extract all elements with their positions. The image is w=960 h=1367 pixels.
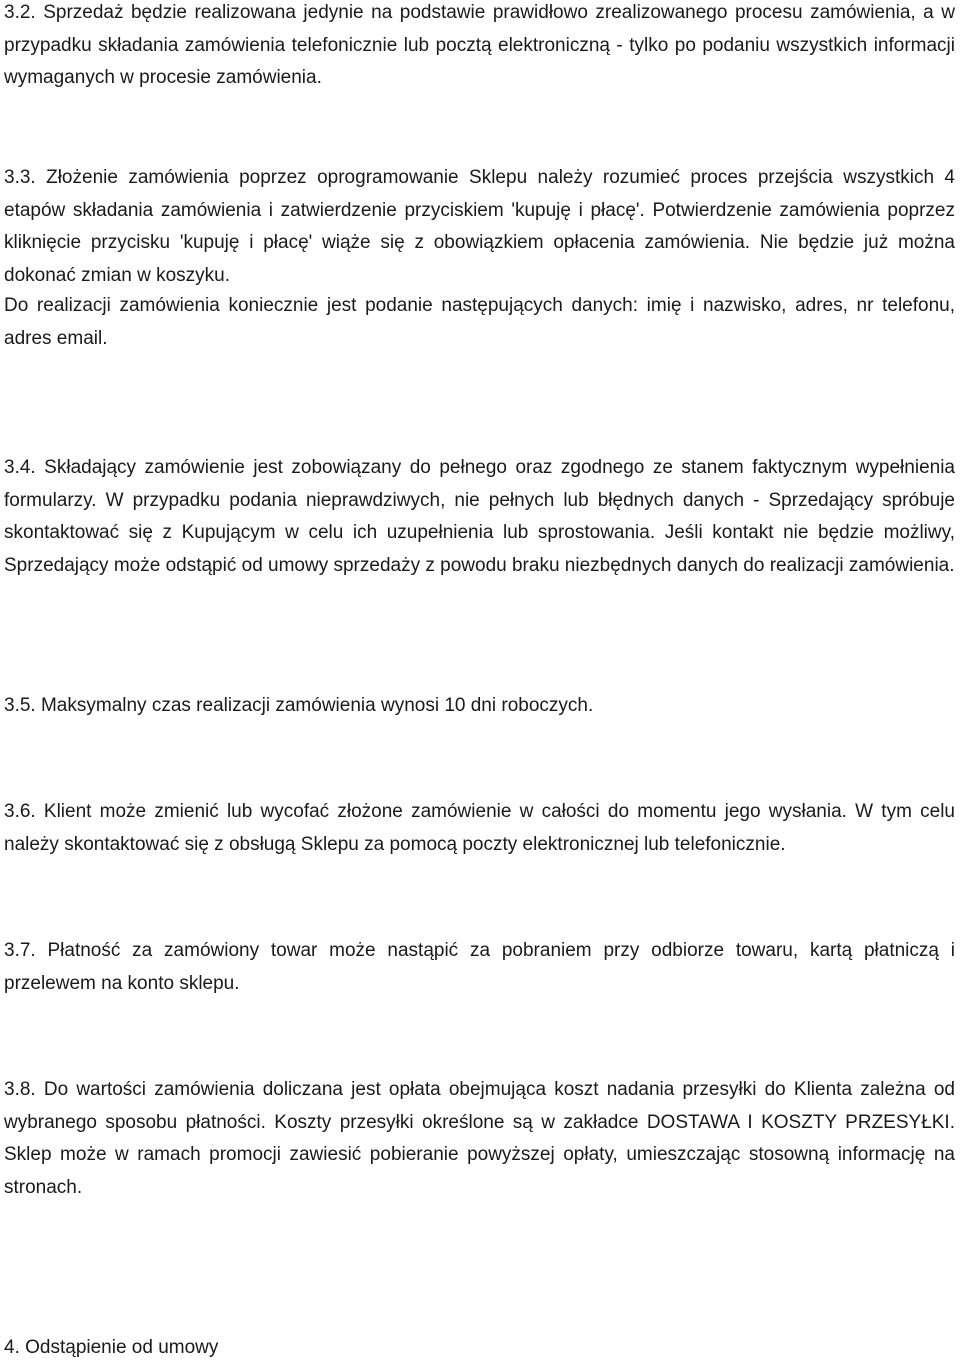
section-3-8: 3.8. Do wartości zamówienia doliczana jest opłata obejmująca koszt nadania przesyłki do Klienta zależna od wybranego sposobu płatności. Koszty przesyłki określone są w zakładce DOSTAWA I KOSZTY PRZESYŁKI. Sklep może w ramach promocji zawiesić pobieranie powyższej opłaty, umieszczając stosowną informację na stronach. <box>4 1079 955 1198</box>
section-3-5: 3.5. Maksymalny czas realizacji zamówienia wynosi 10 dni roboczych. <box>4 695 594 716</box>
section-3-3: 3.3. Złożenie zamówienia poprzez oprogramowanie Sklepu należy rozumieć proces przejścia wszystkich 4 etapów składania zamówienia i zatwierdzenie przyciskiem 'kupuję i płacę'. Potwierdzenie zamówienia poprzez kliknięcie przycisku 'kupuję i płacę' wiąże się z obowiązkiem opłacenia zamówienia. Nie będzie już można dokonać zmian w koszyku. <box>4 167 955 286</box>
section-3-7: 3.7. Płatność za zamówiony towar może nastąpić za pobraniem przy odbiorze towaru, kartą płatniczą i przelewem na konto sklepu. <box>4 940 955 994</box>
section-3-6: 3.6. Klient może zmienić lub wycofać złożone zamówienie w całości do momentu jego wysłania. W tym celu należy skontaktować się z obsługą Sklepu za pomocą poczty elektronicznej lub telefonicznie. <box>4 801 955 855</box>
section-3-3-required-data: Do realizacji zamówienia koniecznie jest podanie następujących danych: imię i nazwisko, adres, nr telefonu, adres email. <box>4 295 955 349</box>
section-3-2: 3.2. Sprzedaż będzie realizowana jedynie na podstawie prawidłowo zrealizowanego procesu zamówienia, a w przypadku składania zamówienia telefonicznie lub pocztą elektroniczną - tylko po podaniu wszystkich informacji wymaganych w procesie zamówienia. <box>4 2 955 88</box>
section-3-4: 3.4. Składający zamówienie jest zobowiązany do pełnego oraz zgodnego ze stanem faktycznym wypełnienia formularzy. W przypadku podania nieprawdziwych, nie pełnych lub błędnych danych - Sprzedający spróbuje skontaktować się z Kupującym w celu ich uzupełnienia lub sprostowania. Jeśli kontakt nie będzie możliwy, Sprzedający może odstąpić od umowy sprzedaży z powodu braku niezbędnych danych do realizacji zamówienia. <box>4 457 955 576</box>
section-4-heading: 4. Odstąpienie od umowy <box>4 1337 219 1358</box>
